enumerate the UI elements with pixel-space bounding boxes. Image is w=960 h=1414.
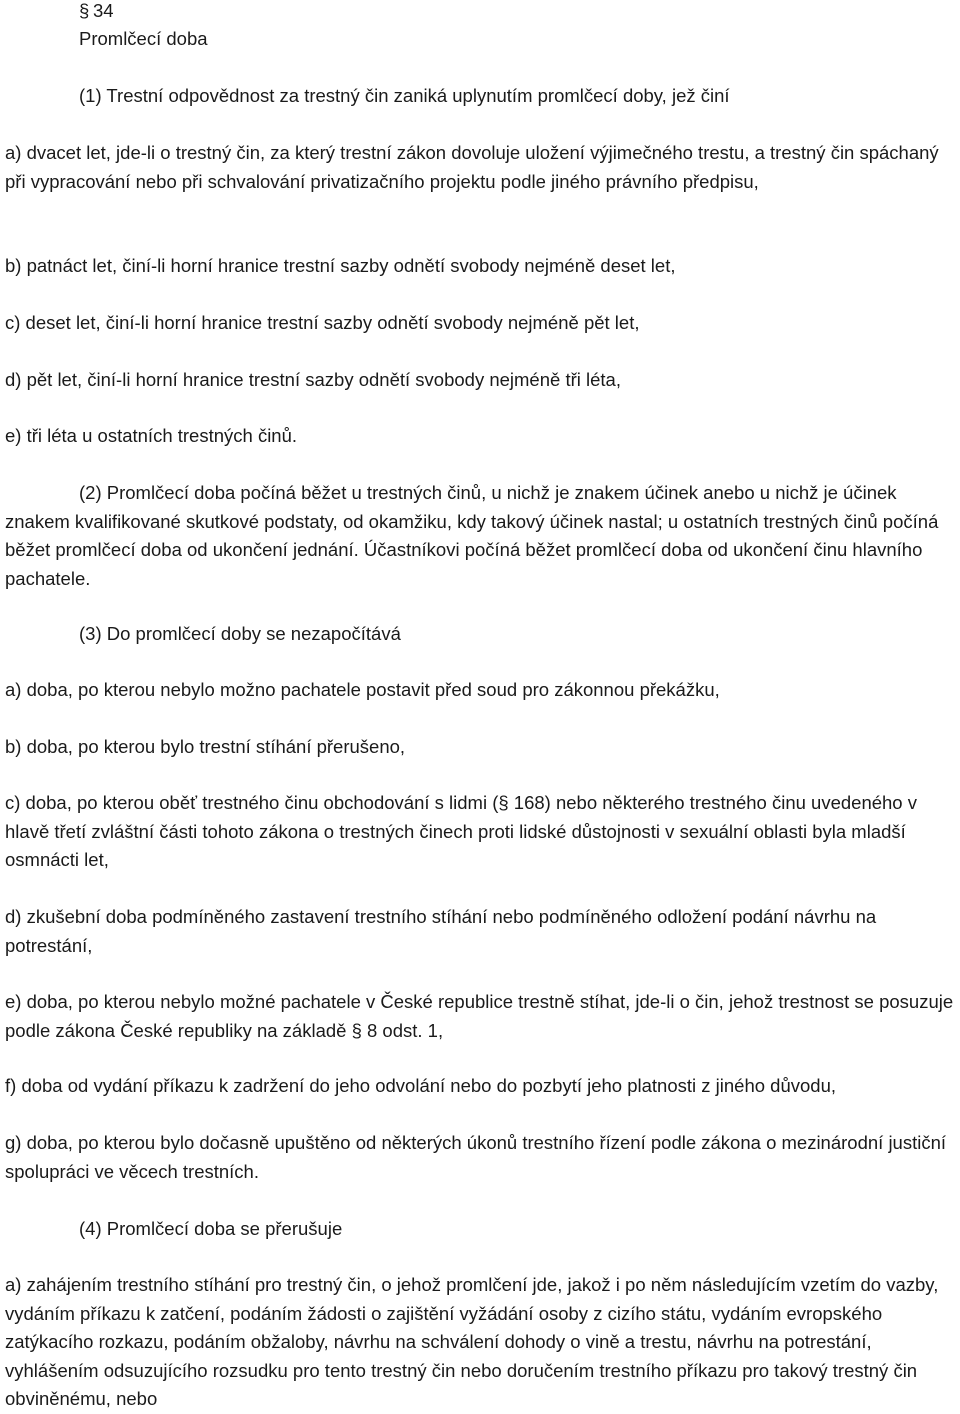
paragraph-1-item-a: a) dvacet let, jde-li o trestný čin, za který trestní zákon dovoluje uložení výjimečného trestu, a trestný čin spáchaný při vypracování nebo při schvalování privatizačního projektu podle jiného právního předpisu, bbox=[5, 142, 939, 192]
section-heading bbox=[79, 0, 957, 26]
paragraph-1-item-c: c) deset let, činí-li horní hranice trestní sazby odnětí svobody nejméně pět let, bbox=[5, 312, 640, 333]
paragraph-1-item-e: e) tři léta u ostatních trestných činů. bbox=[5, 425, 298, 446]
section-number: 34 bbox=[93, 0, 114, 21]
paragraph-4-intro: (4) Promlčecí doba se přerušuje bbox=[79, 1218, 343, 1239]
paragraph-1-intro: (1) Trestní odpovědnost za trestný čin zaniká uplynutím promlčecí doby, jež činí bbox=[79, 85, 730, 106]
paragraph-3-item-e: e) doba, po kterou nebylo možné pachatele v České republice trestně stíhat, jde-li o čin, jehož trestnost se posuzuje podle zákona České republiky na základě § 8 odst. 1, bbox=[5, 991, 954, 1041]
paragraph-3-intro: (3) Do promlčecí doby se nezapočítává bbox=[79, 623, 401, 644]
paragraph-1-item-b: b) patnáct let, činí-li horní hranice trestní sazby odnětí svobody nejméně deset let, bbox=[5, 255, 676, 276]
paragraph-3-item-b: b) doba, po kterou bylo trestní stíhání přerušeno, bbox=[5, 736, 406, 757]
paragraph-3-item-g: g) doba, po kterou bylo dočasně upuštěno od některých úkonů trestního řízení podle zákona o mezinárodní justiční spolupráci ve věcech trestních. bbox=[5, 1132, 947, 1182]
paragraph-4-item-a: a) zahájením trestního stíhání pro trestný čin, o jehož promlčení jde, jakož i po něm následujícím vzetím do vazby, vydáním příkazu k zatčení, podáním žádosti o zajištění vyžádání osoby z cizího státu, vydáním evropského zatýkacího rozkazu, podáním obžaloby, návrhu na schválení dohody o vině a trestu, návrhu na potrestání, vyhlášením odsuzujícího rozsudku pro tento trestný čin nebo doručením trestního příkazu pro takový trestný čin obviněnému, nebo bbox=[5, 1274, 939, 1409]
paragraph-3-item-a: a) doba, po kterou nebylo možno pachatele postavit před soud pro zákonnou překážku, bbox=[5, 679, 720, 700]
paragraph-3-item-d: d) zkušební doba podmíněného zastavení trestního stíhání nebo podmíněného odložení podání návrhu na potrestání, bbox=[5, 906, 877, 956]
paragraph-1-item-d: d) pět let, činí-li horní hranice trestní sazby odnětí svobody nejméně tři léta, bbox=[5, 369, 621, 390]
section-title: Promlčecí doba bbox=[79, 28, 208, 49]
section-symbol: § bbox=[79, 0, 90, 21]
paragraph-3-item-c: c) doba, po kterou oběť trestného činu obchodování s lidmi (§ 168) nebo některého trestného činu uvedeného v hlavě třetí zvláštní části tohoto zákona o trestných činech proti lidské důstojnosti v sexuální oblasti byla mladší osmnácti let, bbox=[5, 792, 917, 870]
paragraph-2: (2) Promlčecí doba počíná běžet u trestných činů, u nichž je znakem účinek anebo u nichž je účinek znakem kvalifikované skutkové podstaty, od okamžiku, kdy takový účinek nastal; u ostatních trestných činů počíná běžet promlčecí doba od ukončení jednání. Účastníkovi počíná běžet promlčecí doba od ukončení činu hlavního pachatele. bbox=[5, 482, 939, 589]
paragraph-3-item-f: f) doba od vydání příkazu k zadržení do jeho odvolání nebo do pozbytí jeho platnosti z jiného důvodu, bbox=[5, 1075, 837, 1096]
